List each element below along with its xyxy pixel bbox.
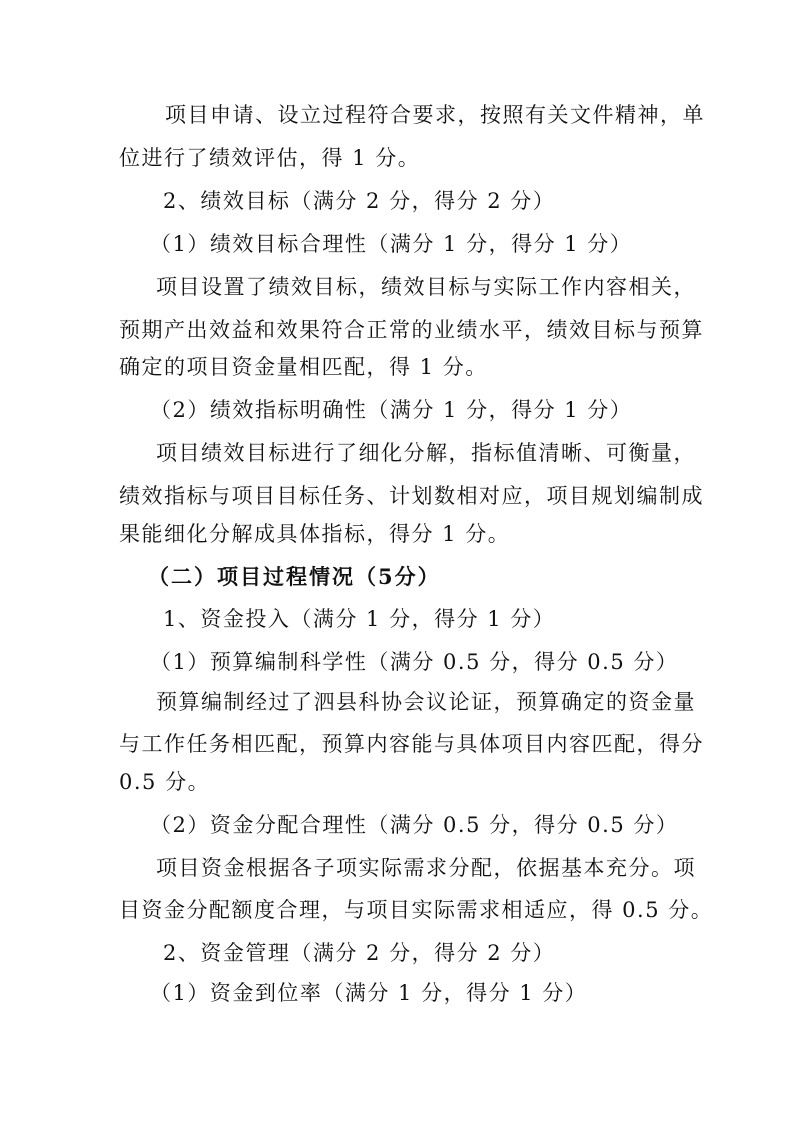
paragraph-line: 位进行了绩效评估，得 1 分。 xyxy=(119,146,421,170)
chapter-heading: （二）项目过程情况（5分） xyxy=(148,564,441,589)
paragraph-line: 确定的项目资金量相匹配，得 1 分。 xyxy=(119,355,488,379)
paragraph-line: 项目资金根据各子项实际需求分配，依据基本充分。项 xyxy=(156,856,696,880)
subsection-heading: （2）资金分配合理性（满分 0.5 分，得分 0.5 分） xyxy=(150,813,679,837)
paragraph-line: 项目申请、设立过程符合要求，按照有关文件精神，单 xyxy=(165,103,705,127)
section-heading: 2、资金管理（满分 2 分，得分 2 分） xyxy=(163,941,556,965)
paragraph-line: 项目绩效目标进行了细化分解，指标值清晰、可衡量， xyxy=(156,441,696,465)
paragraph-line: 预算编制经过了泗县科协会议论证，预算确定的资金量 xyxy=(156,690,696,714)
paragraph-line: 项目设置了绩效目标，绩效目标与实际工作内容相关， xyxy=(156,275,696,299)
subsection-heading: （1）资金到位率（满分 1 分，得分 1 分） xyxy=(150,981,588,1005)
paragraph-line: 果能细化分解成具体指标，得分 1 分。 xyxy=(119,522,511,546)
section-heading: 2、绩效目标（满分 2 分，得分 2 分） xyxy=(163,189,556,213)
subsection-heading: （2）绩效指标明确性（满分 1 分，得分 1 分） xyxy=(150,398,633,422)
paragraph-line: 与工作任务相匹配，预算内容能与具体项目内容匹配，得分 xyxy=(119,732,704,756)
subsection-heading: （1）预算编制科学性（满分 0.5 分，得分 0.5 分） xyxy=(150,650,679,674)
paragraph-line: 预期产出效益和效果符合正常的业绩水平，绩效目标与预算 xyxy=(119,318,704,342)
paragraph-line: 绩效指标与项目目标任务、计划数相对应，项目规划编制成 xyxy=(119,484,704,508)
subsection-heading: （1）绩效目标合理性（满分 1 分，得分 1 分） xyxy=(150,232,633,256)
paragraph-line: 目资金分配额度合理，与项目实际需求相适应，得 0.5 分。 xyxy=(119,898,714,922)
paragraph-line: 0.5 分。 xyxy=(119,770,211,794)
section-heading: 1、资金投入（满分 1 分，得分 1 分） xyxy=(163,607,556,631)
